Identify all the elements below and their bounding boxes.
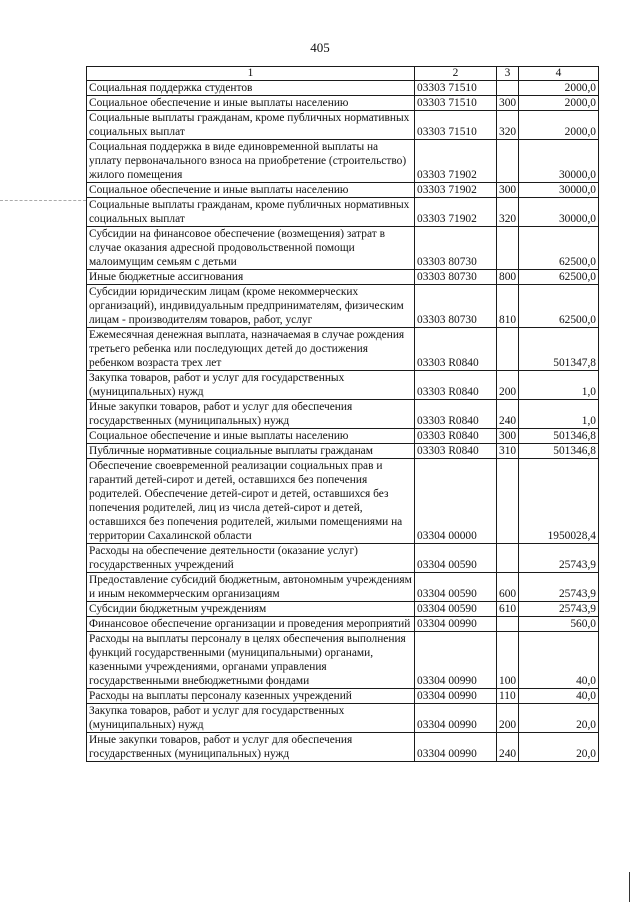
description-cell: Субсидии юридическим лицам (кроме некоммерческих организаций), индивидуальным предпринимателям, физическим лицам - производителям товаров, работ, услуг [87,285,415,328]
header-cell: 1 [87,67,415,81]
table-row [87,111,599,140]
table-row [87,285,599,328]
amount-cell: 501346,8 [519,444,599,459]
amount-cell: 2000,0 [519,111,599,140]
expense-type-cell: 600 [497,573,519,602]
description-cell: Расходы на выплаты персоналу в целях обеспечения выполнения функций государственными (муниципальными) органами, казенными учреждениями, органами управления государственными внебюджетными фондами [87,632,415,689]
code-cell: 03304 00990 [415,689,497,704]
description-cell: Социальное обеспечение и иные выплаты населению [87,429,415,444]
expense-type-cell: 100 [497,632,519,689]
description-cell: Социальное обеспечение и иные выплаты населению [87,96,415,111]
expense-type-cell [497,227,519,270]
expense-type-cell [497,81,519,96]
description-cell: Иные закупки товаров, работ и услуг для обеспечения государственных (муниципальных) нужд [87,733,415,762]
code-cell: 03303 R0840 [415,444,497,459]
description-cell: Социальное обеспечение и иные выплаты населению [87,183,415,198]
amount-cell: 2000,0 [519,96,599,111]
amount-cell: 1,0 [519,400,599,429]
table-row [87,227,599,270]
table-row [87,602,599,617]
expense-type-cell: 200 [497,704,519,733]
expense-type-cell: 300 [497,429,519,444]
code-cell: 03303 71510 [415,81,497,96]
description-cell: Иные бюджетные ассигнования [87,270,415,285]
table-row [87,444,599,459]
amount-cell: 20,0 [519,733,599,762]
scan-edge-mark [629,872,630,902]
description-cell: Расходы на обеспечение деятельности (оказание услуг) государственных учреждений [87,544,415,573]
table-row [87,81,599,96]
expense-type-cell: 800 [497,270,519,285]
table-row [87,544,599,573]
description-cell: Обеспечение своевременной реализации социальных прав и гарантий детей-сирот и детей, оставшихся без попечения родителей. Обеспечение детей-сирот и детей, оставшихся без попечения родителей, лиц из числа детей-сирот и детей, оставшихся без попечения родителей, жилыми помещениями на территории Сахалинской области [87,459,415,544]
code-cell: 03303 80730 [415,270,497,285]
amount-cell: 1,0 [519,371,599,400]
amount-cell: 62500,0 [519,270,599,285]
amount-cell: 30000,0 [519,183,599,198]
description-cell: Социальная поддержка в виде единовременной выплаты на уплату первоначального взноса на приобретение (строительство) жилого помещения [87,140,415,183]
amount-cell: 30000,0 [519,198,599,227]
expense-type-cell [497,140,519,183]
code-cell: 03304 00990 [415,632,497,689]
code-cell: 03303 71902 [415,183,497,198]
expense-type-cell [497,617,519,632]
header-cell: 2 [415,67,497,81]
code-cell: 03303 80730 [415,285,497,328]
amount-cell: 501347,8 [519,328,599,371]
code-cell: 03303 71902 [415,140,497,183]
page-number: 405 [310,40,330,55]
table-row [87,270,599,285]
table-row [87,689,599,704]
code-cell: 03303 71902 [415,198,497,227]
amount-cell: 25743,9 [519,573,599,602]
expense-type-cell: 240 [497,400,519,429]
description-cell: Предоставление субсидий бюджетным, автономным учреждениям и иным некоммерческим организациям [87,573,415,602]
code-cell: 03304 00590 [415,602,497,617]
description-cell: Ежемесячная денежная выплата, назначаемая в случае рождения третьего ребенка или последующих детей до достижения ребенком возраста трех лет [87,328,415,371]
description-cell: Финансовое обеспечение организации и проведения мероприятий [87,617,415,632]
description-cell: Закупка товаров, работ и услуг для государственных (муниципальных) нужд [87,704,415,733]
table-row [87,183,599,198]
table-row [87,704,599,733]
table-row [87,733,599,762]
description-cell: Расходы на выплаты персоналу казенных учреждений [87,689,415,704]
amount-cell: 30000,0 [519,140,599,183]
description-cell: Социальные выплаты гражданам, кроме публичных нормативных социальных выплат [87,111,415,140]
table-row [87,617,599,632]
code-cell: 03304 00000 [415,459,497,544]
amount-cell: 501346,8 [519,429,599,444]
table-row [87,632,599,689]
code-cell: 03303 R0840 [415,371,497,400]
table-row [87,140,599,183]
amount-cell: 1950028,4 [519,459,599,544]
amount-cell: 20,0 [519,704,599,733]
description-cell: Социальная поддержка студентов [87,81,415,96]
table-row [87,371,599,400]
header-cell: 4 [519,67,599,81]
code-cell: 03304 00590 [415,544,497,573]
scan-artifact-line [0,200,86,201]
expense-type-cell: 300 [497,96,519,111]
code-cell: 03304 00990 [415,617,497,632]
table-row [87,198,599,227]
amount-cell: 62500,0 [519,285,599,328]
code-cell: 03304 00590 [415,573,497,602]
amount-cell: 62500,0 [519,227,599,270]
code-cell: 03303 71510 [415,96,497,111]
table-row [87,400,599,429]
expense-type-cell: 320 [497,198,519,227]
amount-cell: 40,0 [519,689,599,704]
code-cell: 03303 71510 [415,111,497,140]
budget-table [86,66,599,762]
amount-cell: 2000,0 [519,81,599,96]
table-row [87,429,599,444]
expense-type-cell: 310 [497,444,519,459]
table-header-row [87,67,599,81]
expense-type-cell: 300 [497,183,519,198]
code-cell: 03303 R0840 [415,429,497,444]
expense-type-cell: 810 [497,285,519,328]
table-row [87,328,599,371]
description-cell: Закупка товаров, работ и услуг для государственных (муниципальных) нужд [87,371,415,400]
expense-type-cell [497,459,519,544]
expense-type-cell: 110 [497,689,519,704]
expense-type-cell: 200 [497,371,519,400]
expense-type-cell: 240 [497,733,519,762]
code-cell: 03304 00990 [415,704,497,733]
code-cell: 03303 R0840 [415,400,497,429]
amount-cell: 25743,9 [519,544,599,573]
expense-type-cell [497,328,519,371]
header-cell: 3 [497,67,519,81]
amount-cell: 25743,9 [519,602,599,617]
description-cell: Публичные нормативные социальные выплаты гражданам [87,444,415,459]
table-row [87,573,599,602]
amount-cell: 40,0 [519,632,599,689]
description-cell: Социальные выплаты гражданам, кроме публичных нормативных социальных выплат [87,198,415,227]
table-row [87,96,599,111]
code-cell: 03303 R0840 [415,328,497,371]
description-cell: Субсидии на финансовое обеспечение (возмещения) затрат в случае оказания адресной продовольственной помощи малоимущим семьям с детьми [87,227,415,270]
table-row [87,459,599,544]
code-cell: 03304 00990 [415,733,497,762]
code-cell: 03303 80730 [415,227,497,270]
description-cell: Субсидии бюджетным учреждениям [87,602,415,617]
amount-cell: 560,0 [519,617,599,632]
description-cell: Иные закупки товаров, работ и услуг для обеспечения государственных (муниципальных) нужд [87,400,415,429]
expense-type-cell: 320 [497,111,519,140]
expense-type-cell: 610 [497,602,519,617]
expense-type-cell [497,544,519,573]
